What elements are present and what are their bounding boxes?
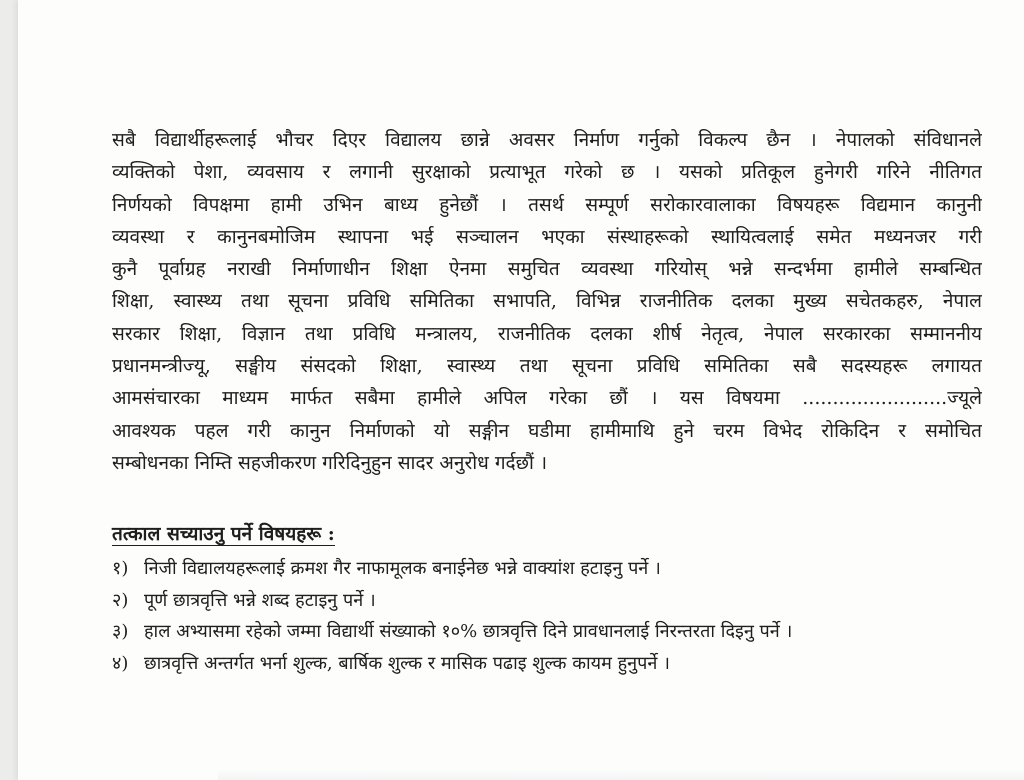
paragraph-line: आमसंचारका माध्यम मार्फत सबैमा हामीले अपिल गरेका छौं । यस विषयमा ........................ज्यूले (112, 387, 982, 410)
section-heading-text: तत्काल सच्याउनु पर्ने विषयहरू : (112, 523, 335, 546)
page-bottom-shadow (218, 770, 1024, 780)
paragraph-line: सबै विद्यार्थीहरूलाई भौचर दिएर विद्यालय छान्ने अवसर निर्माण गर्नुको विकल्प छैन । नेपालको संविधानले (112, 129, 982, 151)
page-margin-strip (0, 0, 18, 780)
paragraph-line: शिक्षा, स्वास्थ्य तथा सूचना प्रविधि समितिका सभापति, विभिन्न राजनीतिक दलका मुख्य सचेतकहरु, नेपाल (112, 290, 982, 313)
correction-list (112, 553, 982, 679)
list-item (112, 553, 982, 585)
section-heading (112, 519, 982, 549)
list-item-text: निजी विद्यालयहरूलाई क्रमश गैर नाफामूलक बनाईनेछ भन्ने वाक्यांश हटाइनु पर्ने । (144, 558, 661, 580)
list-item (112, 616, 982, 648)
list-item-text: छात्रवृत्ति अन्तर्गत भर्ना शुल्क, बार्षिक शुल्क र मासिक पढाइ शुल्क कायम हुनुपर्ने । (144, 652, 670, 674)
paragraph-line: व्यवस्था र कानुनबमोजिम स्थापना भई सञ्चालन भएका संस्थाहरूको स्थायित्वलाई समेत मध्यनजर गरी (112, 225, 982, 248)
paragraph-line: सरकार शिक्षा, विज्ञान तथा प्रविधि मन्त्रालय, राजनीतिक दलका शीर्ष नेतृत्व, नेपाल सरकारका सम्माननीय (112, 322, 982, 345)
list-item-text: हाल अभ्यासमा रहेको जम्मा विद्यार्थी संख्याको १०% छात्रवृत्ति दिने प्रावधानलाई निरन्तरता दिइनु पर्ने । (144, 621, 793, 643)
list-item-number: २) (112, 589, 129, 611)
paragraph-line: कुनै पूर्वाग्रह नराखी निर्माणाधीन शिक्षा ऐनमा समुचित व्यवस्था गरियोस् भन्ने सन्दर्भमा हामीले सम्बन्धित (112, 258, 982, 281)
list-item-number: ३) (112, 621, 129, 643)
document-content (112, 124, 982, 679)
list-item-text: पूर्ण छात्रवृत्ति भन्ने शब्द हटाइनु पर्ने । (144, 589, 376, 611)
paragraph-line: आवश्यक पहल गरी कानुन निर्माणको यो सङ्गीन घडीमा हामीमाथि हुने चरम विभेद रोकिदिन र समोचित (112, 419, 982, 442)
paragraph-line: निर्णयको विपक्षमा हामी उभिन बाध्य हुनेछौं । तसर्थ सम्पूर्ण सरोकारवालाका विषयहरू विद्यमान कानुनी (112, 193, 982, 216)
list-item-number: ४) (112, 652, 129, 674)
list-item-number: १) (112, 558, 129, 580)
list-item (112, 648, 982, 680)
paragraph-line: प्रधानमन्त्रीज्यू, सङ्घीय संसदको शिक्षा, स्वास्थ्य तथा सूचना प्रविधि समितिका सबै सदस्यहरू लगायत (112, 355, 982, 378)
paragraph-line: सम्बोधनका निम्ति सहजीकरण गरिदिनुहुन सादर अनुरोध गर्दछौं । (112, 451, 548, 474)
list-item (112, 585, 982, 617)
paragraph-line: व्यक्तिको पेशा, व्यवसाय र लगानी सुरक्षाको प्रत्याभूत गरेको छ । यसको प्रतिकूल हुनेगरी गरिने नीतिगत (112, 161, 982, 184)
main-paragraph (112, 124, 982, 479)
